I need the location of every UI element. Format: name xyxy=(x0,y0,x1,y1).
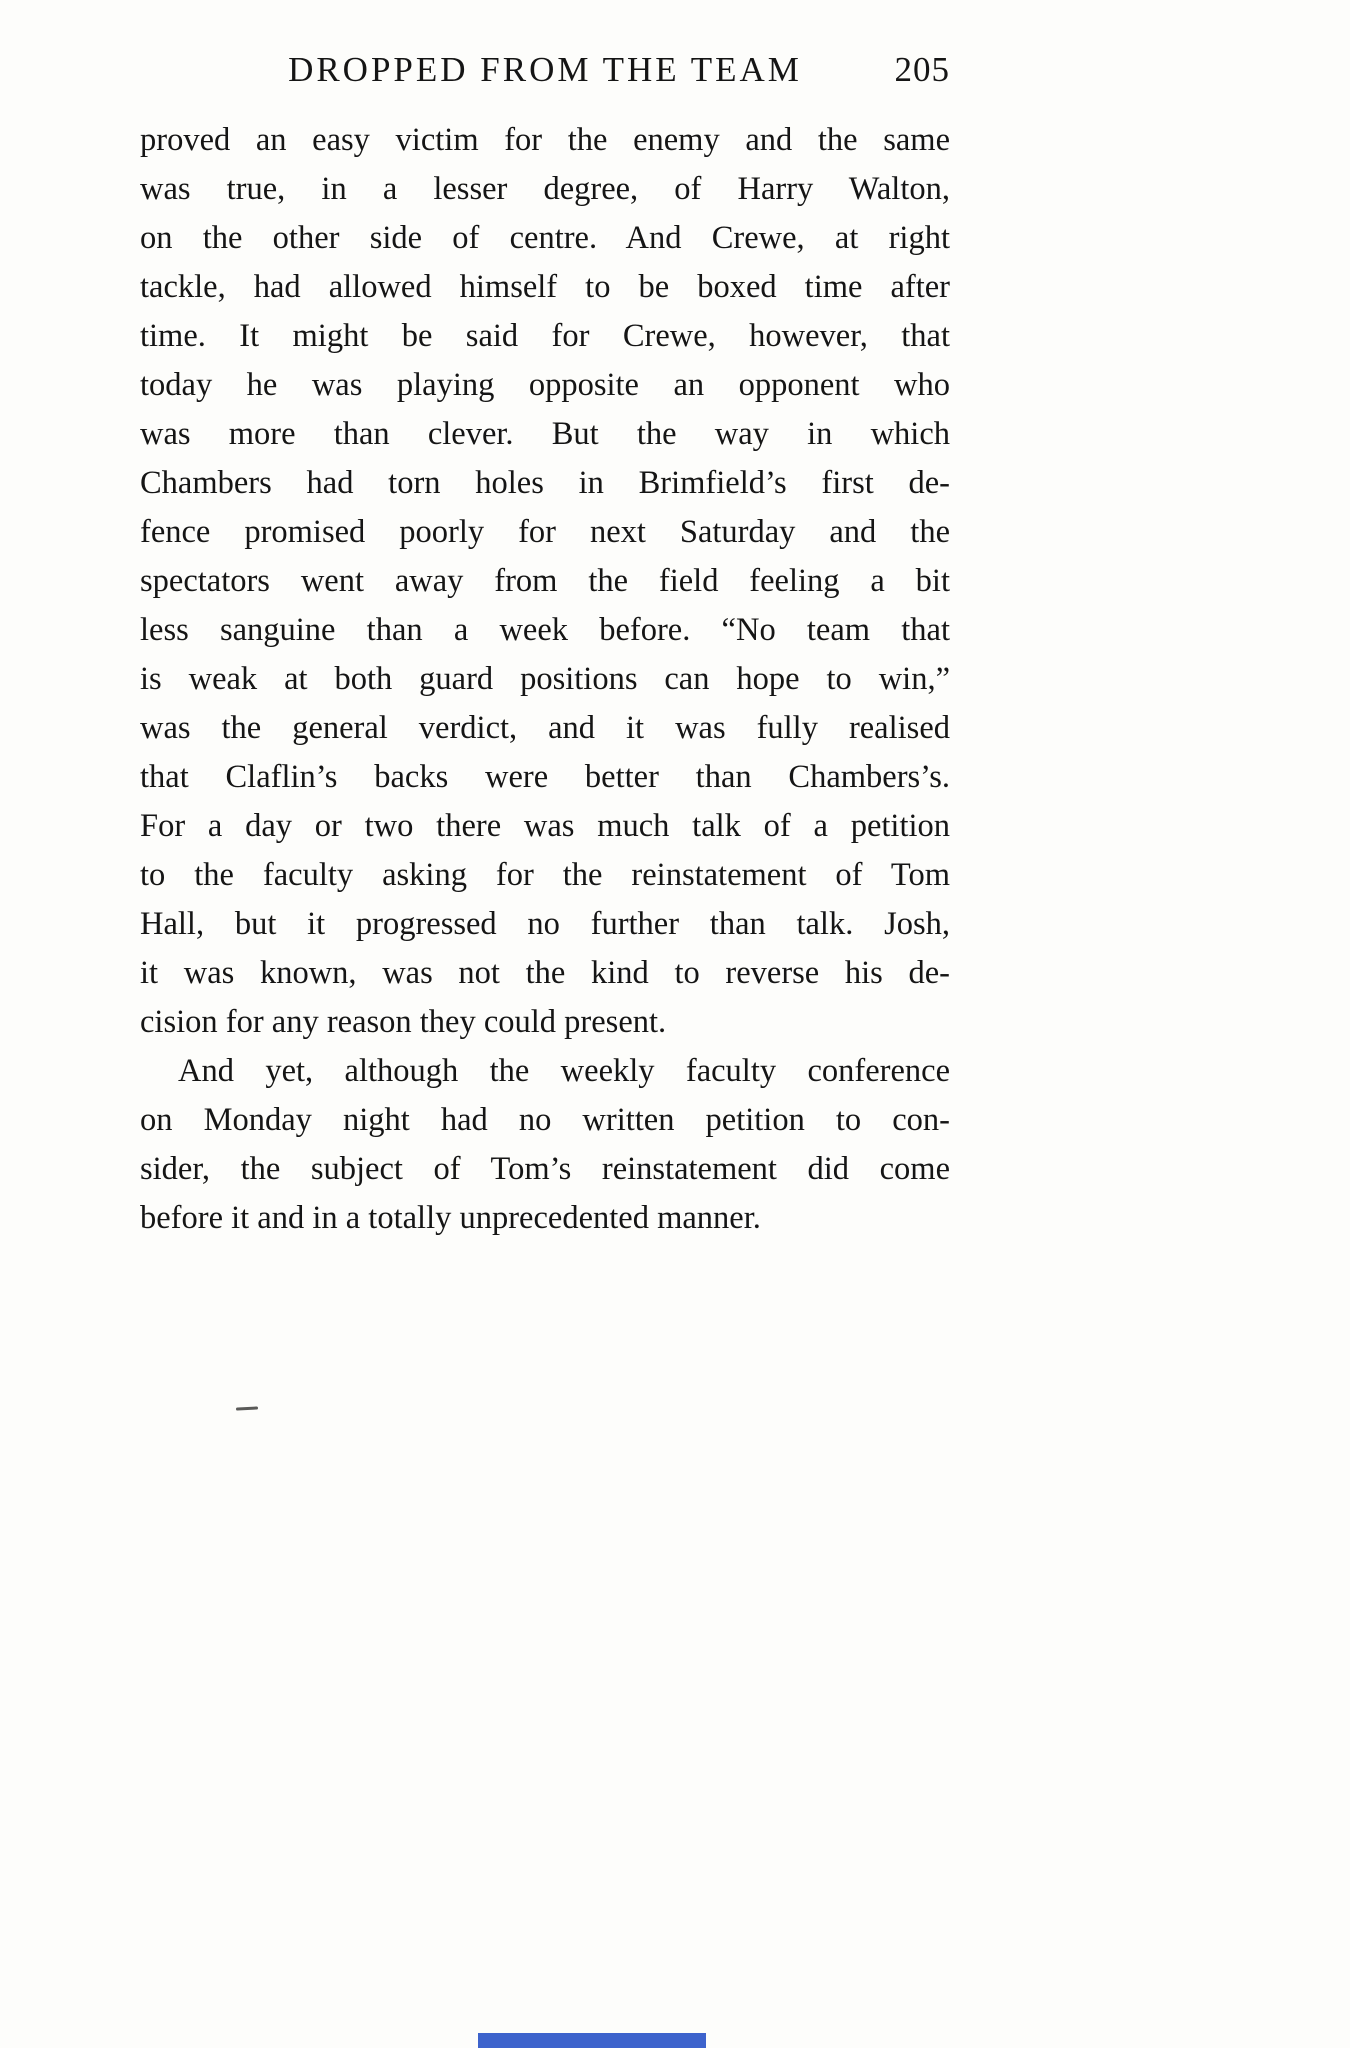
text-line: before it and in a totally unprecedented manner. xyxy=(140,1200,761,1236)
paragraph xyxy=(140,116,950,1047)
text-line: that Claflin’s backs were better than Chambers’s. xyxy=(140,759,950,795)
text-line: was true, in a lesser degree, of Harry Walton, xyxy=(140,171,950,207)
text-line: today he was playing opposite an opponent who xyxy=(140,367,950,403)
chapter-title: DROPPED FROM THE TEAM xyxy=(288,50,802,89)
text-line: was the general verdict, and it was fully realised xyxy=(140,710,950,746)
text-line: proved an easy victim for the enemy and the same xyxy=(140,122,950,158)
text-line: For a day or two there was much talk of a petition xyxy=(140,808,950,844)
text-line: Chambers had torn holes in Brimfield’s first de- xyxy=(140,465,950,501)
page-body xyxy=(140,116,950,1243)
text-line: on the other side of centre. And Crewe, at right xyxy=(140,220,950,256)
text-line: was more than clever. But the way in which xyxy=(140,416,950,452)
text-line: And yet, although the weekly faculty conference xyxy=(178,1053,950,1089)
scan-artifact-bar xyxy=(478,2033,706,2048)
text-line: time. It might be said for Crewe, however, that xyxy=(140,318,950,354)
text-line: fence promised poorly for next Saturday and the xyxy=(140,514,950,550)
text-line: sider, the subject of Tom’s reinstatement did come xyxy=(140,1151,950,1187)
text-line: less sanguine than a week before. “No team that xyxy=(140,612,950,648)
page-header xyxy=(140,50,950,96)
paragraph xyxy=(140,1047,950,1243)
text-line: on Monday night had no written petition to con- xyxy=(140,1102,950,1138)
text-line: spectators went away from the field feeling a bit xyxy=(140,563,950,599)
text-line: Hall, but it progressed no further than talk. Josh, xyxy=(140,906,950,942)
page-number: 205 xyxy=(894,50,950,89)
text-line: cision for any reason they could present. xyxy=(140,1004,667,1040)
text-line: tackle, had allowed himself to be boxed time after xyxy=(140,269,950,305)
text-line: to the faculty asking for the reinstatement of Tom xyxy=(140,857,950,893)
text-line: it was known, was not the kind to reverse his de- xyxy=(140,955,950,991)
text-line: is weak at both guard positions can hope to win,” xyxy=(140,661,950,697)
pen-mark xyxy=(236,1406,258,1410)
